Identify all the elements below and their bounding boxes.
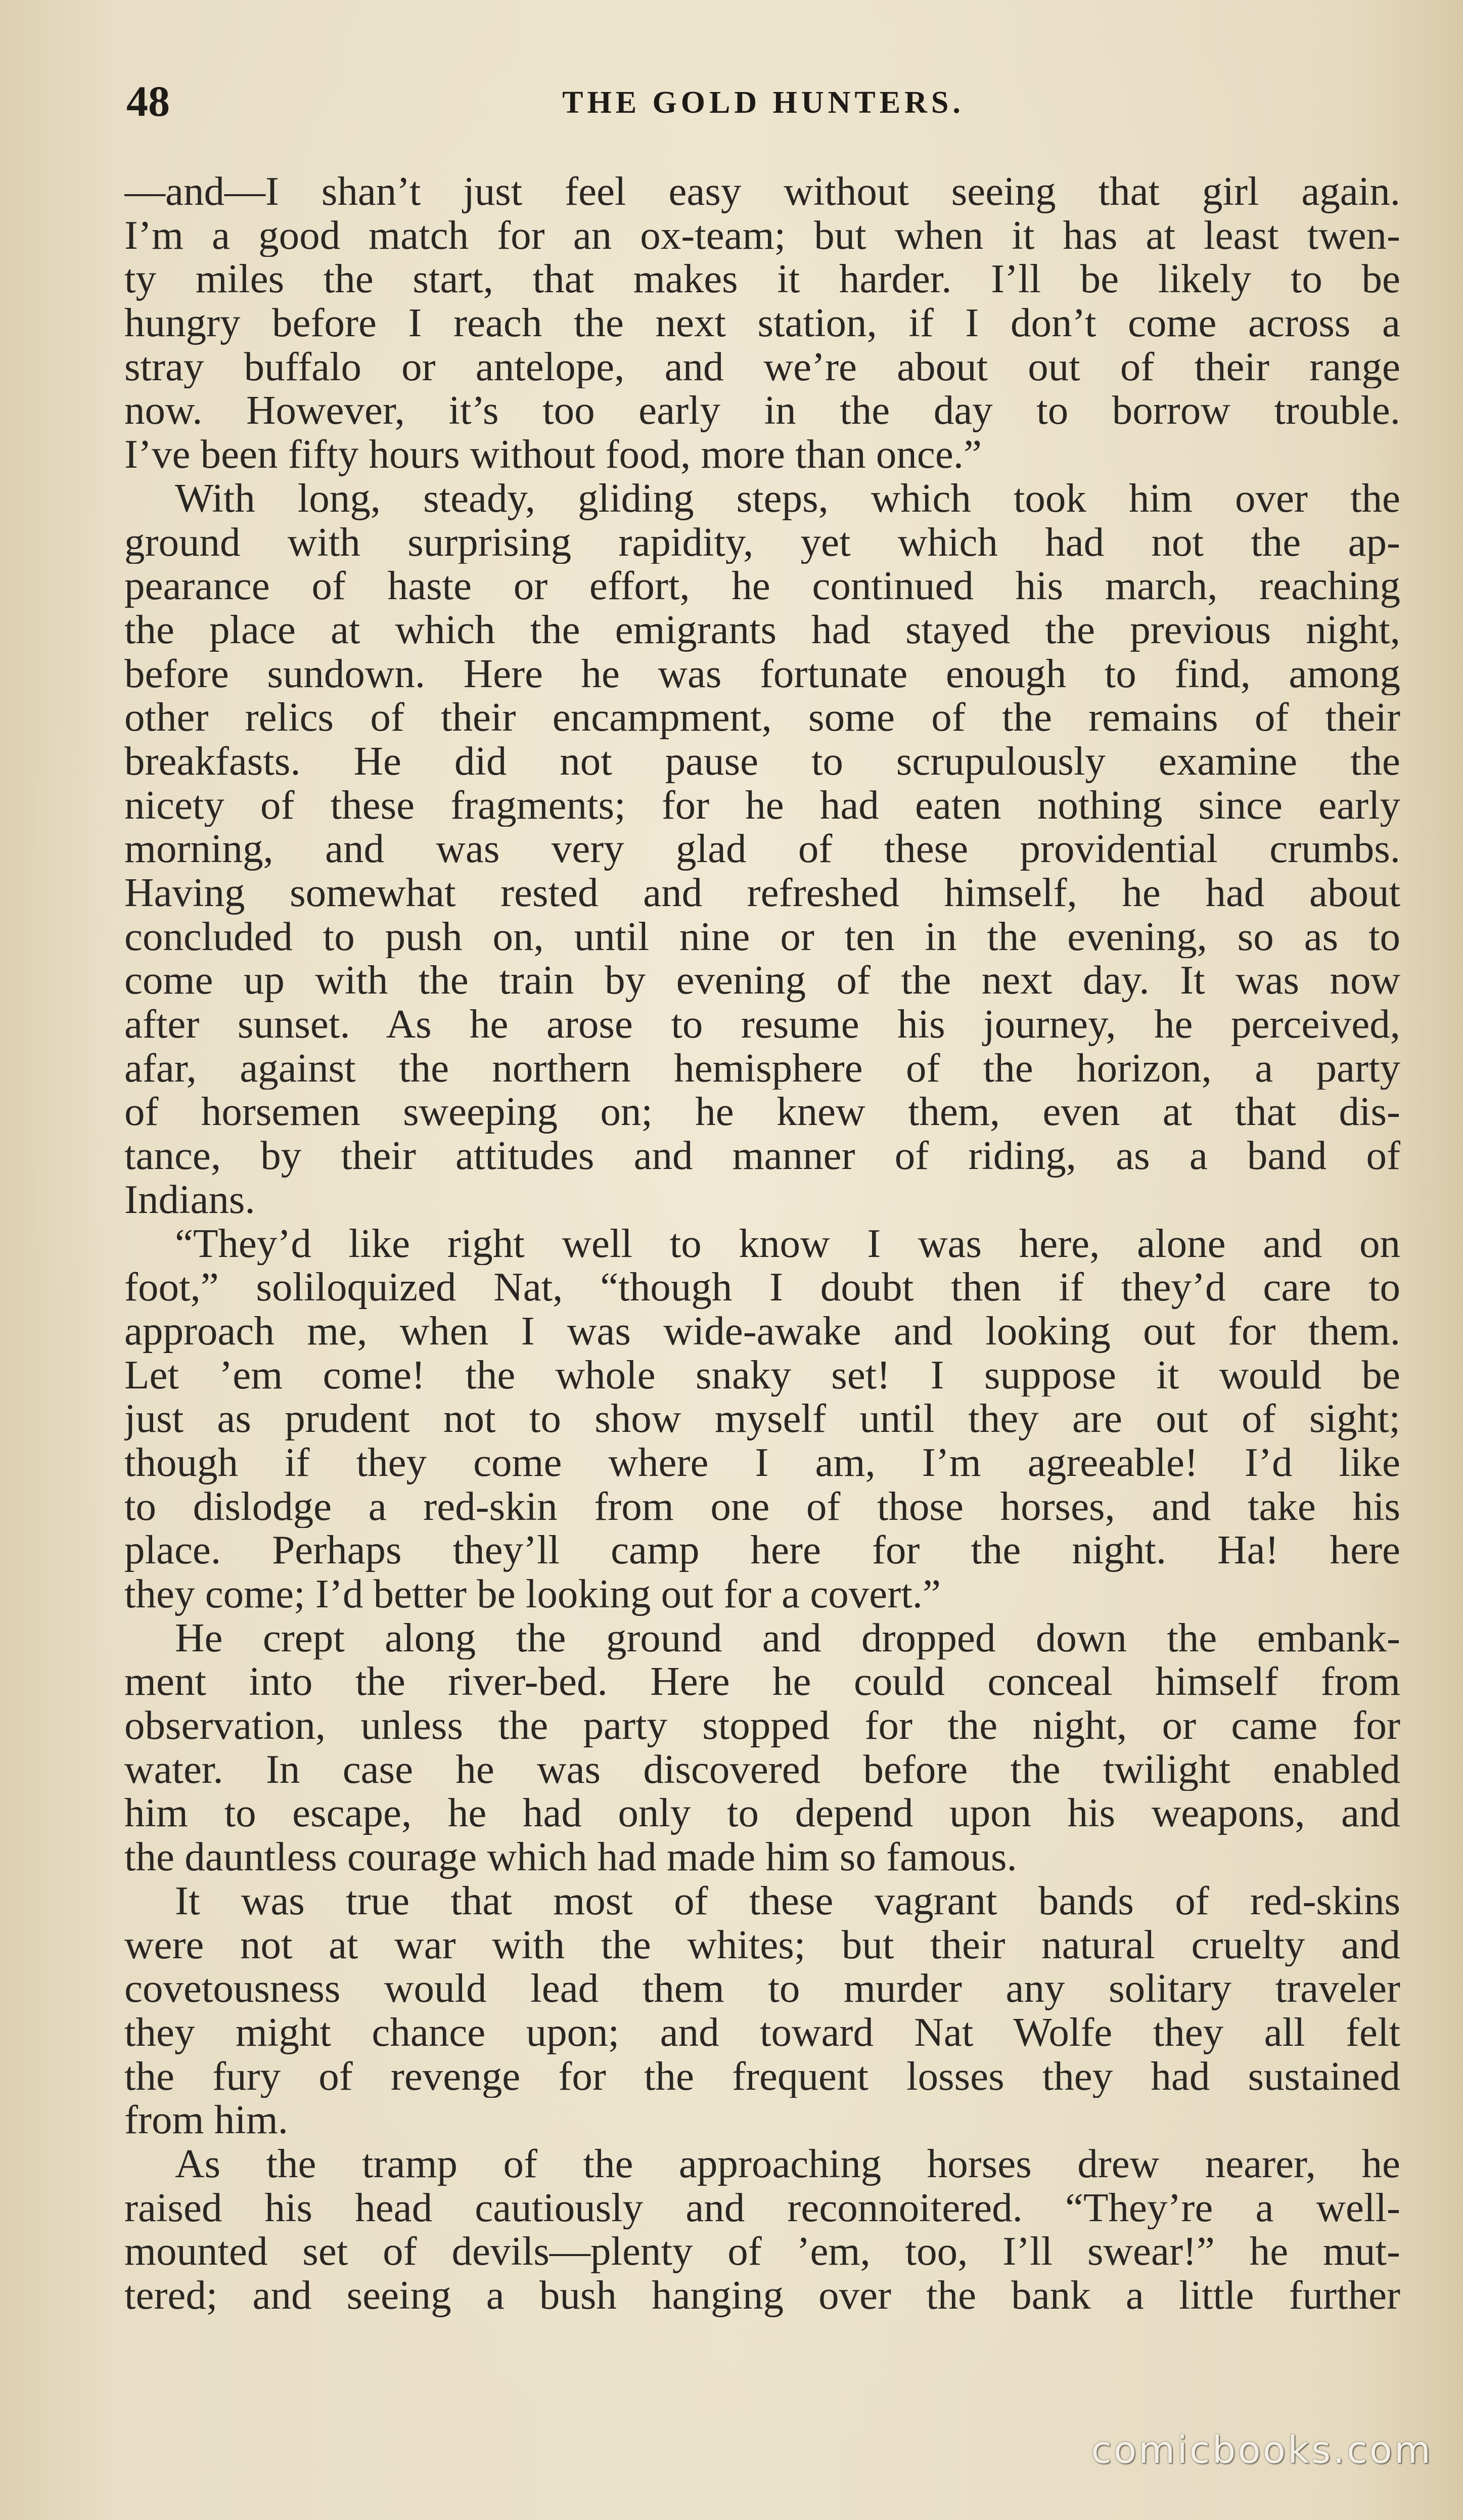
text-line: approach me, when I was wide-awake and looking out for them.	[124, 1309, 1400, 1353]
text-line: I’ve been fifty hours without food, more than once.”	[124, 432, 982, 476]
text-line: stray buffalo or antelope, and we’re about out of their range	[124, 344, 1400, 389]
text-line: were not at war with the whites; but their natural cruelty and	[124, 1922, 1400, 1967]
text-line: the place at which the emigrants had stayed the previous night,	[124, 607, 1400, 652]
text-line: other relics of their encampment, some of the remains of their	[124, 695, 1400, 739]
text-line: him to escape, he had only to depend upon his weapons, and	[124, 1791, 1400, 1835]
text-line: Let ’em come! the whole snaky set! I suppose it would be	[124, 1353, 1400, 1397]
text-line: just as prudent not to show myself until they are out of sight;	[124, 1397, 1400, 1441]
text-line: they come; I’d better be looking out for a covert.”	[124, 1572, 941, 1616]
text-line: to dislodge a red-skin from one of those horses, and take his	[124, 1484, 1400, 1528]
text-line: of horsemen sweeping on; he knew them, even at that dis-	[124, 1090, 1400, 1134]
text-line: observation, unless the party stopped for the night, or came for	[124, 1703, 1400, 1747]
text-line: He crept along the ground and dropped down the embank-	[175, 1615, 1400, 1660]
text-line: breakfasts. He did not pause to scrupulously examine the	[124, 739, 1400, 783]
text-line: Indians.	[124, 1177, 255, 1222]
page-number: 48	[126, 77, 170, 125]
text-line: concluded to push on, until nine or ten in the evening, so as to	[124, 914, 1400, 959]
text-line: I’m a good match for an ox-team; but when it has at least twen-	[124, 213, 1400, 257]
text-line: nicety of these fragments; for he had eaten nothing since early	[124, 783, 1400, 827]
text-line: ground with surprising rapidity, yet which had not the ap-	[124, 520, 1400, 564]
text-line: It was true that most of these vagrant bands of red-skins	[175, 1878, 1400, 1923]
text-line: after sunset. As he arose to resume his journey, he perceived,	[124, 1002, 1400, 1046]
watermark: comicbooks.com	[1091, 2428, 1433, 2472]
text-line: the fury of revenge for the frequent losses they had sustained	[124, 2054, 1400, 2098]
text-line: they might chance upon; and toward Nat Wolfe they all felt	[124, 2010, 1400, 2054]
text-line: raised his head cautiously and reconnoitered. “They’re a well-	[124, 2185, 1400, 2230]
text-line: hungry before I reach the next station, if I don’t come across a	[124, 301, 1400, 345]
text-line: “They’d like right well to know I was here, alone and on	[175, 1221, 1400, 1266]
text-line: tance, by their attitudes and manner of riding, as a band of	[124, 1134, 1400, 1178]
text-line: With long, steady, gliding steps, which took him over the	[175, 476, 1400, 520]
body-text	[124, 169, 1400, 2317]
text-line: foot,” soliloquized Nat, “though I doubt then if they’d care to	[124, 1265, 1400, 1309]
text-line: As the tramp of the approaching horses drew nearer, he	[175, 2141, 1400, 2186]
text-line: now. However, it’s too early in the day to borrow trouble.	[124, 388, 1400, 433]
text-line: the dauntless courage which had made him so famous.	[124, 1835, 1017, 1879]
text-line: ment into the river-bed. Here he could conceal himself from	[124, 1659, 1400, 1704]
text-line: place. Perhaps they’ll camp here for the night. Ha! here	[124, 1528, 1400, 1572]
text-line: Having somewhat rested and refreshed himself, he had about	[124, 871, 1400, 915]
text-line: pearance of haste or effort, he continued his march, reaching	[124, 564, 1400, 608]
text-line: come up with the train by evening of the next day. It was now	[124, 958, 1400, 1003]
text-line: morning, and was very glad of these providential crumbs.	[124, 827, 1400, 871]
text-line: before sundown. Here he was fortunate enough to find, among	[124, 651, 1400, 696]
text-line: though if they come where I am, I’m agreeable! I’d like	[124, 1440, 1400, 1484]
text-line: tered; and seeing a bush hanging over the bank a little further	[124, 2273, 1400, 2317]
text-line: afar, against the northern hemisphere of the horizon, a party	[124, 1046, 1400, 1090]
text-line: from him.	[124, 2098, 288, 2142]
text-line: mounted set of devils—plenty of ’em, too, I’ll swear!” he mut-	[124, 2229, 1400, 2273]
running-title: THE GOLD HUNTERS.	[562, 85, 965, 120]
text-line: —and—I shan’t just feel easy without seeing that girl again.	[124, 169, 1400, 213]
text-line: water. In case he was discovered before the twilight enabled	[124, 1747, 1400, 1791]
text-line: ty miles the start, that makes it harder. I’ll be likely to be	[124, 257, 1400, 301]
text-line: covetousness would lead them to murder any solitary traveler	[124, 1966, 1400, 2010]
page-header	[126, 76, 1400, 126]
